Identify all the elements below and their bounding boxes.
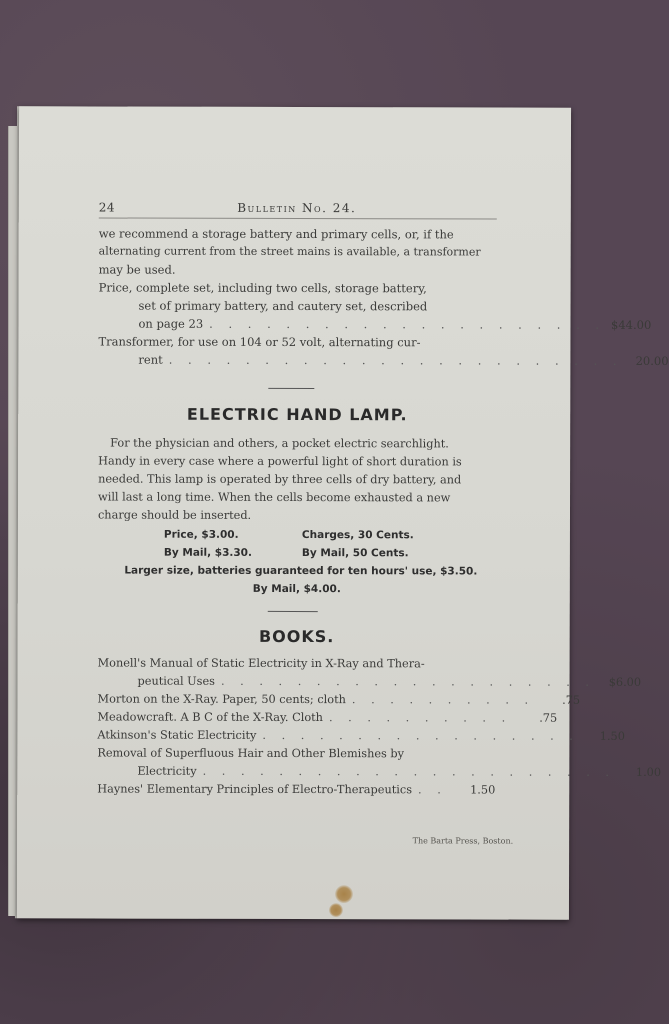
book-title: peutical Uses — [137, 674, 215, 688]
book-price: .75 — [562, 693, 581, 707]
book-price: .75 — [539, 711, 558, 725]
lamp-larger-mail: By Mail, $4.00. — [252, 582, 341, 596]
section-divider — [268, 611, 318, 612]
book-row — [97, 762, 662, 781]
book-price: $6.00 — [608, 675, 642, 689]
section-divider — [268, 388, 314, 389]
paper-stain — [335, 885, 353, 903]
intro-line: alternating current from the street mains is available, a transformer — [98, 244, 481, 259]
transformer-line: Transformer, for use on 104 or 52 volt, alternating cur- — [98, 334, 421, 350]
book-line: Removal of Superfluous Hair and Other Blemishes by — [97, 746, 405, 761]
intro-line: we recommend a storage battery and primary cells, or, if the — [98, 226, 454, 242]
intro-section — [98, 224, 669, 369]
printer-credit: The Barta Press, Boston. — [412, 836, 514, 846]
transformer-row — [98, 350, 669, 369]
paper-stain — [329, 903, 343, 917]
price-set-line: Price, complete set, including two cells, storage battery, — [98, 280, 427, 296]
books-list — [97, 654, 662, 799]
intro-line: may be used. — [98, 262, 176, 277]
book-title: Haynes' Elementary Principles of Electro-Therapeutics — [97, 782, 413, 797]
book-price: 1.50 — [599, 729, 625, 743]
transformer-price: 20.00 — [635, 353, 669, 368]
leader-dots: . . . . . . . . . . . . . . . . . . . . . — [209, 316, 606, 332]
book-price: 1.00 — [635, 765, 662, 779]
book-title: Meadowcraft. A B C of the X-Ray. Cloth — [97, 710, 323, 725]
book-price: 1.50 — [470, 783, 496, 797]
lamp-para-line: Handy in every case where a powerful light of short duration is — [98, 454, 462, 469]
book-row — [97, 708, 558, 727]
book-title: Morton on the X-Ray. Paper, 50 cents; cloth — [97, 692, 346, 707]
leader-dots: . . . . . . . . . . — [328, 711, 512, 725]
book-line: Monell's Manual of Static Electricity in X-Ray and Thera- — [97, 656, 425, 671]
book-row — [97, 726, 625, 745]
lamp-para-line: charge should be inserted. — [97, 508, 252, 522]
lamp-description — [98, 434, 496, 525]
leader-dots: . . . . . . . . . . . . . . . . . . . . — [220, 674, 596, 689]
lamp-mail-price: By Mail, $3.30. — [163, 546, 253, 559]
leader-dots: . . . . . . . . . . . . . . . . . — [262, 728, 579, 743]
lamp-price: Price, $3.00. — [163, 528, 239, 541]
leader-dots: . . — [418, 783, 447, 797]
book-row — [97, 780, 495, 799]
transformer-text: rent — [138, 352, 163, 367]
lamp-para-line: will last a long time. When the cells become exhausted a new — [98, 490, 451, 505]
leader-dots: . . . . . . . . . . — [351, 693, 535, 707]
price-set-price: $44.00 — [611, 317, 652, 332]
lamp-mail-charges: By Mail, 50 Cents. — [301, 547, 409, 560]
lamp-para-line: needed. This lamp is operated by three cells of dry battery, and — [98, 472, 462, 487]
book-title: Atkinson's Static Electricity — [97, 728, 257, 742]
leader-dots: . . . . . . . . . . . . . . . . . . . . . . . . — [168, 352, 623, 368]
lamp-para-line: For the physician and others, a pocket electric searchlight. — [110, 436, 449, 451]
header-rule — [99, 217, 497, 219]
book-row — [98, 672, 642, 691]
price-set-text: on page 23 — [138, 316, 204, 331]
lamp-charges: Charges, 30 Cents. — [301, 529, 414, 542]
books-heading: BOOKS. — [258, 626, 335, 647]
lamp-heading: ELECTRIC HAND LAMP. — [186, 404, 408, 425]
book-row — [97, 690, 581, 709]
leader-dots: . . . . . . . . . . . . . . . . . . . . . . — [202, 764, 616, 779]
lamp-larger-size: Larger size, batteries guaranteed for ten hours' use, $3.50. — [124, 564, 478, 578]
bulletin-title: Bulletin No. 24. — [237, 200, 357, 216]
document-page — [17, 106, 669, 919]
price-set-line: set of primary battery, and cautery set, described — [138, 298, 428, 314]
page-header — [99, 200, 495, 217]
book-title: Electricity — [137, 764, 197, 778]
lamp-prices — [98, 528, 496, 596]
price-set-row — [98, 314, 652, 333]
page-number: 24 — [98, 200, 116, 215]
